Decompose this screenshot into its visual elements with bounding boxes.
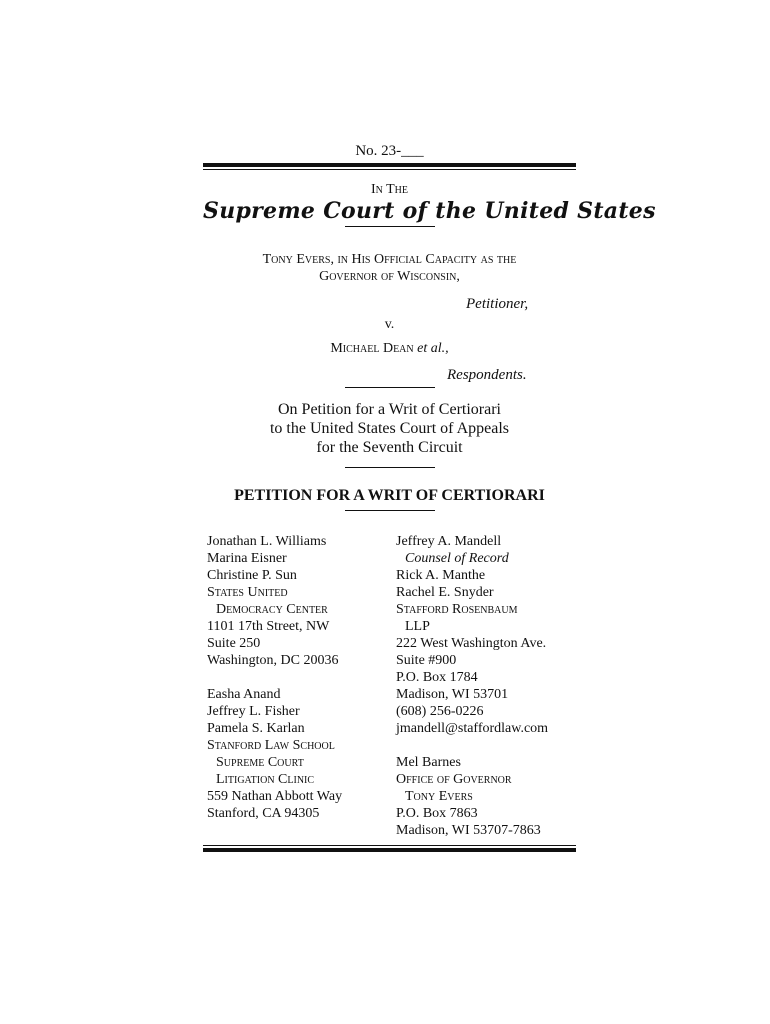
counsel-org: Supreme Court	[216, 755, 304, 770]
counsel-name: Mel Barnes	[396, 755, 461, 770]
origin-line-1: On Petition for a Writ of Certiorari	[277, 401, 501, 418]
respondent-etal: et al.,	[417, 341, 449, 356]
counsel-address: 1101 17th Street, NW	[207, 619, 330, 634]
counsel-name: Rachel E. Snyder	[396, 585, 494, 600]
counsel-of-record: Counsel of Record	[405, 551, 509, 566]
counsel-name: Jeffrey A. Mandell	[396, 534, 502, 549]
bottom-rule-thin	[203, 845, 576, 846]
origin-line-3: for the Seventh Circuit	[316, 439, 463, 456]
counsel-org: Office of Governor	[396, 772, 512, 787]
counsel-address: Suite #900	[396, 653, 457, 668]
counsel-name: Christine P. Sun	[207, 568, 297, 583]
petitioner-line-1: Tony Evers, in His Official Capacity as the	[262, 252, 517, 267]
counsel-address: 559 Nathan Abbott Way	[207, 789, 343, 804]
counsel-address: Stanford, CA 94305	[207, 806, 320, 821]
counsel-right-column	[396, 533, 548, 839]
counsel-org: Democracy Center	[216, 602, 328, 617]
counsel-name: Rick A. Manthe	[396, 568, 486, 583]
petitioner-line-2: Governor of Wisconsin,	[319, 269, 460, 284]
document-title: PETITION FOR A WRIT OF CERTIORARI	[234, 487, 545, 504]
counsel-email: jmandell@staffordlaw.com	[396, 721, 549, 736]
divider-rule	[345, 226, 435, 227]
counsel-address: Madison, WI 53707-7863	[396, 823, 541, 838]
counsel-name: Marina Eisner	[207, 551, 287, 566]
counsel-address: P.O. Box 7863	[396, 806, 478, 821]
top-rule-thin	[203, 169, 576, 170]
counsel-address: Washington, DC 20036	[207, 653, 339, 668]
counsel-org: LLP	[405, 619, 430, 634]
counsel-org: States United	[207, 585, 288, 600]
respondent-name: Michael Dean	[330, 341, 414, 356]
counsel-name: Easha Anand	[207, 687, 281, 702]
top-rule-thick	[203, 163, 576, 167]
counsel-name: Jeffrey L. Fisher	[207, 704, 300, 719]
respondent-role: Respondents.	[447, 367, 527, 383]
counsel-name: Pamela S. Karlan	[207, 721, 305, 736]
docket-number: No. 23-___	[355, 143, 424, 159]
divider-rule	[345, 510, 435, 511]
counsel-address: Suite 250	[207, 636, 261, 651]
court-prefix: In The	[370, 182, 408, 197]
counsel-phone: (608) 256-0226	[396, 704, 484, 719]
counsel-name: Jonathan L. Williams	[207, 534, 327, 549]
counsel-left-column	[207, 533, 342, 822]
counsel-address: P.O. Box 1784	[396, 670, 478, 685]
counsel-org: Stafford Rosenbaum	[396, 602, 518, 617]
divider-rule	[345, 467, 435, 468]
versus: v.	[384, 317, 395, 332]
counsel-org: Stanford Law School	[207, 738, 335, 753]
counsel-org: Tony Evers	[405, 789, 473, 804]
court-name: Supreme Court of the United States	[203, 198, 656, 224]
petitioner-role: Petitioner,	[466, 296, 529, 312]
respondent-line	[203, 340, 576, 357]
counsel-org: Litigation Clinic	[216, 772, 315, 787]
divider-rule	[345, 387, 435, 388]
origin-line-2: to the United States Court of Appeals	[269, 420, 510, 437]
counsel-address: 222 West Washington Ave.	[396, 636, 547, 651]
counsel-address: Madison, WI 53701	[396, 687, 509, 702]
bottom-rule-thick	[203, 848, 576, 852]
